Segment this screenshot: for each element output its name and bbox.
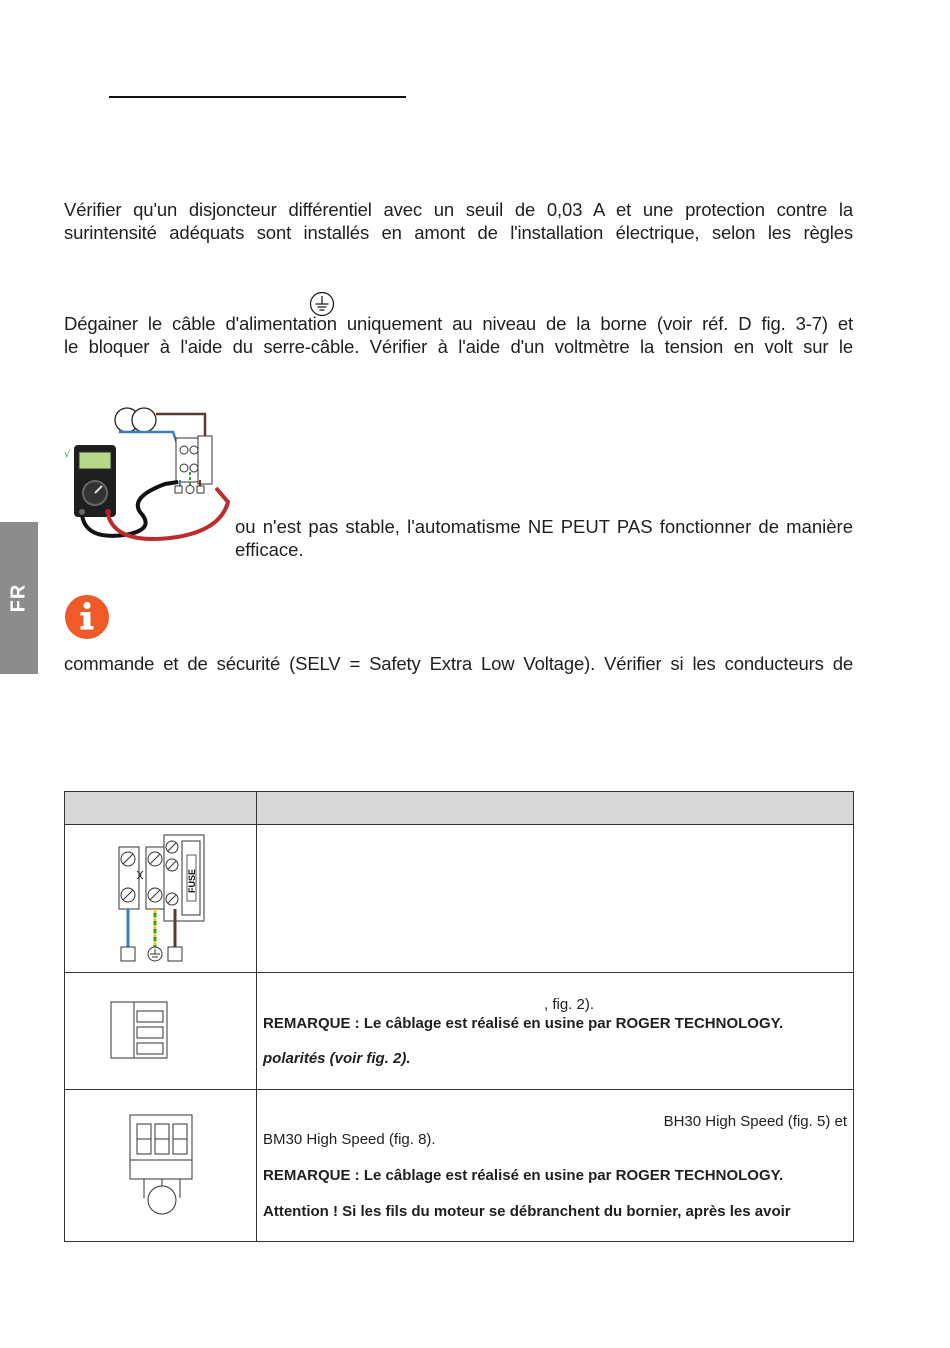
paragraph-line: surintensité adéquats sont installés en amont de l'installation électrique, selon les règles	[64, 221, 853, 243]
table-header-row	[65, 792, 854, 825]
cell-warning-bold: Attention ! Si les fils du moteur se débranchent du bornier, après les avoir	[263, 1203, 791, 1220]
table-cell-image	[65, 973, 257, 1090]
cell-text-line: BH30 High Speed (fig. 5) et	[663, 1113, 847, 1130]
table-header-cell	[65, 792, 257, 825]
paragraph-breaker	[64, 199, 853, 244]
table-header-cell	[257, 792, 854, 825]
table-row	[65, 825, 854, 973]
cell-note-bold: REMARQUE : Le câblage est réalisé en usine par ROGER TECHNOLOGY.	[263, 1015, 784, 1032]
paragraph-voltage	[235, 516, 853, 561]
cell-note-bold: REMARQUE : Le câblage est réalisé en usine par ROGER TECHNOLOGY.	[263, 1167, 784, 1184]
table-cell-text	[257, 825, 854, 973]
language-tab-label: FR	[7, 583, 30, 613]
fuse-label: FUSE	[187, 868, 197, 893]
paragraph-line: le bloquer à l'aide du serre-câble. Vérifier à l'aide d'un voltmètre la tension en volt sur le	[64, 335, 853, 357]
table-cell-text	[257, 1090, 854, 1242]
table-cell-image	[65, 1090, 257, 1242]
cell-text-line: , fig. 2).	[544, 996, 595, 1013]
low-voltage-connector-diagram	[110, 1001, 170, 1063]
paragraph-selv	[64, 653, 853, 676]
paragraph-cable	[64, 313, 853, 358]
multimeter-illustration	[60, 400, 240, 550]
cell-text-italic: polarités (voir fig. 2).	[263, 1050, 411, 1067]
paragraph-line: Dégainer le câble d'alimentation uniquement au niveau de la borne (voir réf. D fig. 3-7) et	[64, 313, 853, 334]
paragraph-line: efficace.	[235, 538, 304, 560]
table-row	[65, 973, 854, 1090]
language-tab	[0, 522, 38, 674]
info-icon	[64, 594, 110, 640]
heading-underline	[109, 96, 406, 98]
table-cell-text	[257, 973, 854, 1090]
paragraph-line: Vérifier qu'un disjoncteur différentiel avec un seuil de 0,03 A et une protection contre la	[64, 199, 853, 220]
paragraph-line: commande et de sécurité (SELV = Safety Extra Low Voltage). Vérifier si les conducteurs de	[64, 653, 853, 674]
table-row	[65, 1090, 854, 1242]
table-cell-image	[65, 825, 257, 973]
motor-connector-diagram	[129, 1114, 195, 1216]
paragraph-line: ou n'est pas stable, l'automatisme NE PEUT PAS fonctionner de manière	[235, 516, 853, 537]
wiring-table	[64, 791, 854, 1242]
svg-text:√: √	[64, 449, 71, 460]
power-terminal-block-diagram	[111, 831, 211, 967]
cell-text-line: BM30 High Speed (fig. 8).	[263, 1131, 436, 1148]
